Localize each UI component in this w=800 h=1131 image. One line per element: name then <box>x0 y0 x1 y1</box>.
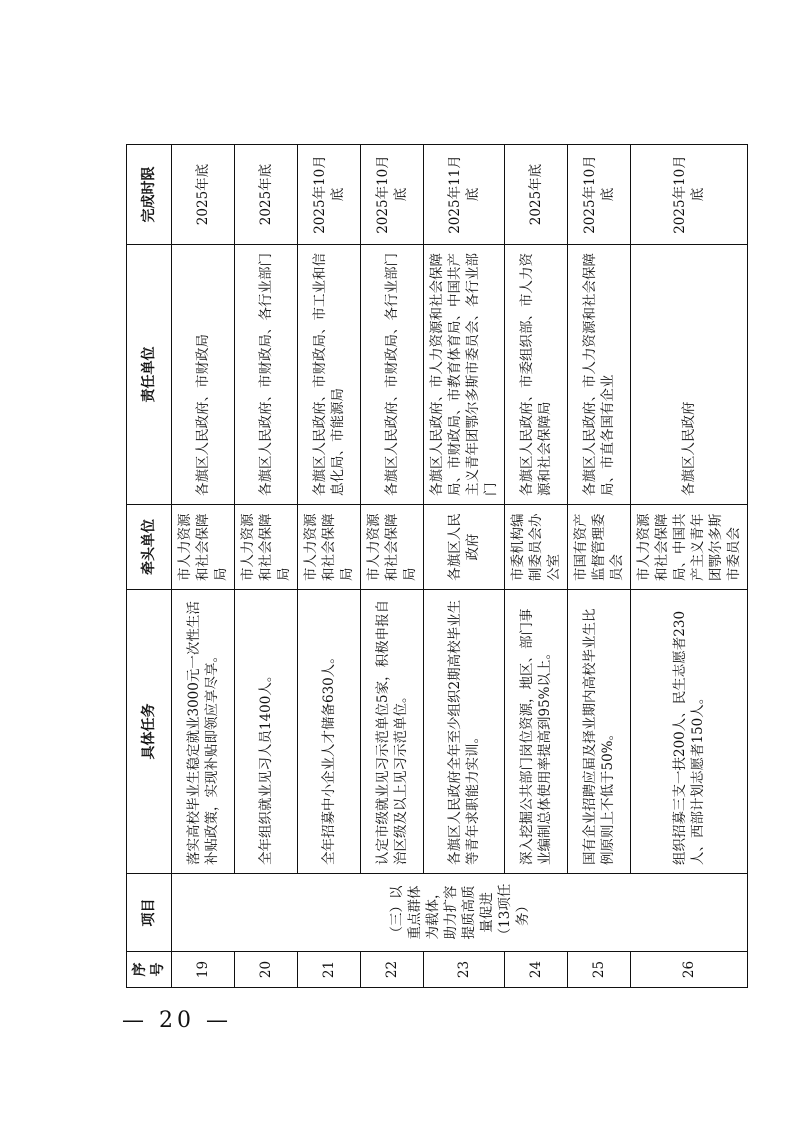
table-row <box>505 145 568 988</box>
row-no: 22 <box>361 952 424 988</box>
table-row <box>631 145 748 988</box>
row-responsible-unit: 各旗区人民政府、市财政局、各行业部门 <box>361 245 424 505</box>
row-responsible-unit: 各旗区人民政府、市财政局 <box>172 245 235 505</box>
row-lead-unit: 市国有资产监督管理委员会 <box>568 505 631 590</box>
row-task: 组织招募三支一扶200人、民生志愿者230人、西部计划志愿者150人。 <box>631 590 748 874</box>
row-no: 25 <box>568 952 631 988</box>
row-task: 认定市级就业见习示范单位5家，积极申报自治区级及以上见习示范单位。 <box>361 590 424 874</box>
row-responsible-unit: 各旗区人民政府、市财政局、市工业和信息化局、市能源局 <box>298 245 361 505</box>
row-no: 24 <box>505 952 568 988</box>
row-deadline: 2025年10月底 <box>298 145 361 245</box>
row-responsible-unit: 各旗区人民政府、市财政局、各行业部门 <box>235 245 298 505</box>
table-row <box>172 145 235 988</box>
row-responsible-unit: 各旗区人民政府、市人力资源和社会保障局、市财政局、市教育体育局、中国共产主义青年团鄂尔多斯市委员会、各行业部门 <box>424 245 505 505</box>
row-lead-unit: 市人力资源和社会保障局 <box>361 505 424 590</box>
header-no: 序号 <box>127 952 172 988</box>
row-responsible-unit: 各旗区人民政府 <box>631 245 748 505</box>
table-row <box>424 145 505 988</box>
row-deadline: 2025年底 <box>172 145 235 245</box>
page-number: — 20 — <box>122 1008 232 1033</box>
project-group: （三）以重点群体为载体，助力扩容提质高质量促进（13项任务） <box>172 874 748 952</box>
row-task: 各旗区人民政府全年至少组织2期高校毕业生等青年求职能力实训。 <box>424 590 505 874</box>
row-deadline: 2025年10月底 <box>568 145 631 245</box>
table-header-row <box>127 145 172 988</box>
row-responsible-unit: 各旗区人民政府、市人力资源和社会保障局、市直各国有企业 <box>568 245 631 505</box>
header-responsible-unit: 责任单位 <box>127 245 172 505</box>
task-table-wrapper <box>126 145 742 988</box>
row-lead-unit: 市人力资源和社会保障局 <box>298 505 361 590</box>
row-lead-unit: 市委机构编制委员会办公室 <box>505 505 568 590</box>
table-row <box>235 145 298 988</box>
row-task: 深入挖掘公共部门岗位资源，地区、部门事业编制总体使用率提高到95%以上。 <box>505 590 568 874</box>
row-lead-unit: 市人力资源和社会保障局、中国共产主义青年团鄂尔多斯市委员会 <box>631 505 748 590</box>
row-no: 19 <box>172 952 235 988</box>
row-task: 全年组织就业见习人员1400人。 <box>235 590 298 874</box>
header-deadline: 完成时限 <box>127 145 172 245</box>
row-responsible-unit: 各旗区人民政府、市委组织部、市人力资源和社会保障局 <box>505 245 568 505</box>
header-lead-unit: 牵头单位 <box>127 505 172 590</box>
table-row <box>568 145 631 988</box>
row-lead-unit: 各旗区人民政府 <box>424 505 505 590</box>
row-task: 落实高校毕业生稳定就业3000元一次性生活补贴政策，实现补贴即领应享尽享。 <box>172 590 235 874</box>
row-deadline: 2025年底 <box>235 145 298 245</box>
row-no: 23 <box>424 952 505 988</box>
table-row <box>361 145 424 988</box>
header-project: 项目 <box>127 874 172 952</box>
header-task: 具体任务 <box>127 590 172 874</box>
table-row <box>298 145 361 988</box>
row-lead-unit: 市人力资源和社会保障局 <box>235 505 298 590</box>
row-no: 26 <box>631 952 748 988</box>
row-lead-unit: 市人力资源和社会保障局 <box>172 505 235 590</box>
row-task: 国有企业招聘应届及择业期内高校毕业生比例原则上不低于50%。 <box>568 590 631 874</box>
row-task: 全年招募中小企业人才储备630人。 <box>298 590 361 874</box>
row-deadline: 2025年10月底 <box>631 145 748 245</box>
row-deadline: 2025年10月底 <box>361 145 424 245</box>
row-deadline: 2025年11月底 <box>424 145 505 245</box>
row-no: 21 <box>298 952 361 988</box>
row-no: 20 <box>235 952 298 988</box>
task-table <box>126 144 748 988</box>
row-deadline: 2025年底 <box>505 145 568 245</box>
